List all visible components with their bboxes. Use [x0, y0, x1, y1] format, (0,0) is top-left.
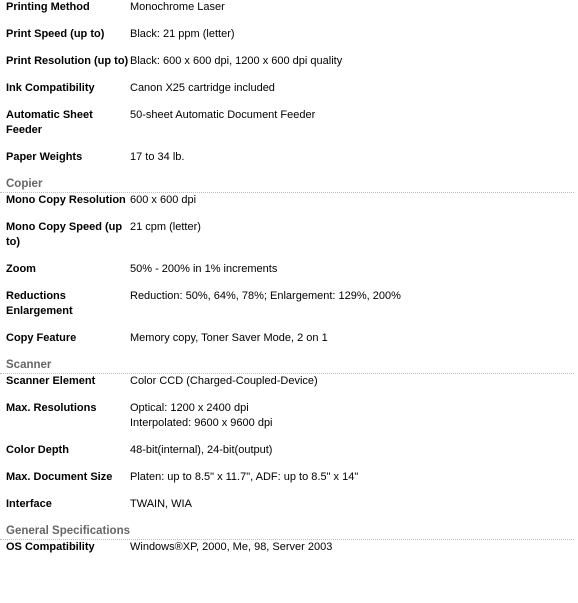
- spec-row: [0, 289, 578, 319]
- spec-label: Mono Copy Speed (up to): [6, 221, 123, 248]
- spec-label: Mono Copy Resolution: [6, 194, 126, 206]
- spec-value-line: 50% - 200% in 1% increments: [130, 263, 278, 275]
- spec-label: Max. Resolutions: [6, 402, 97, 414]
- spec-row: [0, 443, 578, 458]
- spec-label: Print Resolution (up to): [6, 55, 129, 67]
- section-heading-general: General Specifications: [0, 524, 574, 540]
- spec-label: Paper Weights: [6, 151, 83, 163]
- spec-row: [0, 54, 578, 69]
- spec-value: [130, 81, 578, 96]
- spec-value: [130, 27, 578, 42]
- scanner-spec-group: [0, 374, 578, 512]
- spec-row: [0, 108, 578, 138]
- spec-row: [0, 220, 578, 250]
- spec-value-line: Black: 600 x 600 dpi, 1200 x 600 dpi quality: [130, 55, 343, 67]
- spec-row: [0, 150, 578, 165]
- spec-value-line: Windows®XP, 2000, Me, 98, Server 2003: [130, 541, 333, 553]
- spec-label: Print Speed (up to): [6, 28, 105, 40]
- spec-label: Color Depth: [6, 444, 69, 456]
- spec-value-line: Platen: up to 8.5" x 11.7", ADF: up to 8.5" x 14": [130, 471, 359, 483]
- spec-value: [130, 401, 578, 431]
- spec-value-line: Memory copy, Toner Saver Mode, 2 on 1: [130, 332, 328, 344]
- section-heading-scanner: Scanner: [0, 358, 574, 374]
- spec-value: [130, 470, 578, 485]
- spec-label: Reductions Enlargement: [6, 290, 73, 317]
- spec-value: [130, 262, 578, 277]
- spec-value: [130, 374, 578, 389]
- spec-value-line: 48-bit(internal), 24-bit(output): [130, 444, 273, 456]
- spec-value: [130, 220, 578, 235]
- spec-label: Copy Feature: [6, 332, 77, 344]
- spec-row: [0, 81, 578, 96]
- spec-value: [130, 54, 578, 69]
- spec-value: [130, 331, 578, 346]
- spec-row: [0, 401, 578, 431]
- spec-value-line: TWAIN, WIA: [130, 498, 192, 510]
- spec-label: Scanner Element: [6, 375, 96, 387]
- spec-value-line: 17 to 34 lb.: [130, 151, 185, 163]
- section-heading-copier: Copier: [0, 177, 574, 193]
- spec-label: Ink Compatibility: [6, 82, 95, 94]
- spec-value-line: Optical: 1200 x 2400 dpi: [130, 402, 249, 414]
- spec-label: OS Compatibility: [6, 541, 95, 553]
- spec-value: [130, 540, 578, 555]
- spec-label: Automatic Sheet Feeder: [6, 109, 93, 136]
- spec-row: [0, 262, 578, 277]
- spec-label: Zoom: [6, 263, 36, 275]
- spec-value-line: Color CCD (Charged-Coupled-Device): [130, 375, 318, 387]
- spec-row: [0, 540, 578, 555]
- general-spec-group: [0, 540, 578, 555]
- spec-row: [0, 374, 578, 389]
- spec-value: [130, 193, 578, 208]
- spec-value-line: Interpolated: 9600 x 9600 dpi: [130, 417, 273, 429]
- spec-value-line: 21 cpm (letter): [130, 221, 201, 233]
- spec-value-line: Monochrome Laser: [130, 1, 225, 13]
- spec-row: [0, 331, 578, 346]
- spec-value-line: Reduction: 50%, 64%, 78%; Enlargement: 129%, 200%: [130, 290, 401, 302]
- spec-row: [0, 497, 578, 512]
- spec-label: Interface: [6, 498, 52, 510]
- spec-value-line: Black: 21 ppm (letter): [130, 28, 235, 40]
- spec-row: [0, 470, 578, 485]
- spec-value-line: 50-sheet Automatic Document Feeder: [130, 109, 316, 121]
- spec-row: [0, 27, 578, 42]
- spec-value: [130, 289, 578, 304]
- spec-label: Max. Document Size: [6, 471, 113, 483]
- spec-row: [0, 193, 578, 208]
- spec-value-line: Canon X25 cartridge included: [130, 82, 275, 94]
- spec-label: Printing Method: [6, 1, 90, 13]
- printer-spec-group: [0, 0, 578, 165]
- spec-value: [130, 443, 578, 458]
- spec-row: [0, 0, 578, 15]
- spec-value: [130, 150, 578, 165]
- copier-spec-group: [0, 193, 578, 346]
- spec-value: [130, 108, 578, 123]
- spec-value: [130, 497, 578, 512]
- spec-value-line: 600 x 600 dpi: [130, 194, 197, 206]
- spec-value: [130, 0, 578, 15]
